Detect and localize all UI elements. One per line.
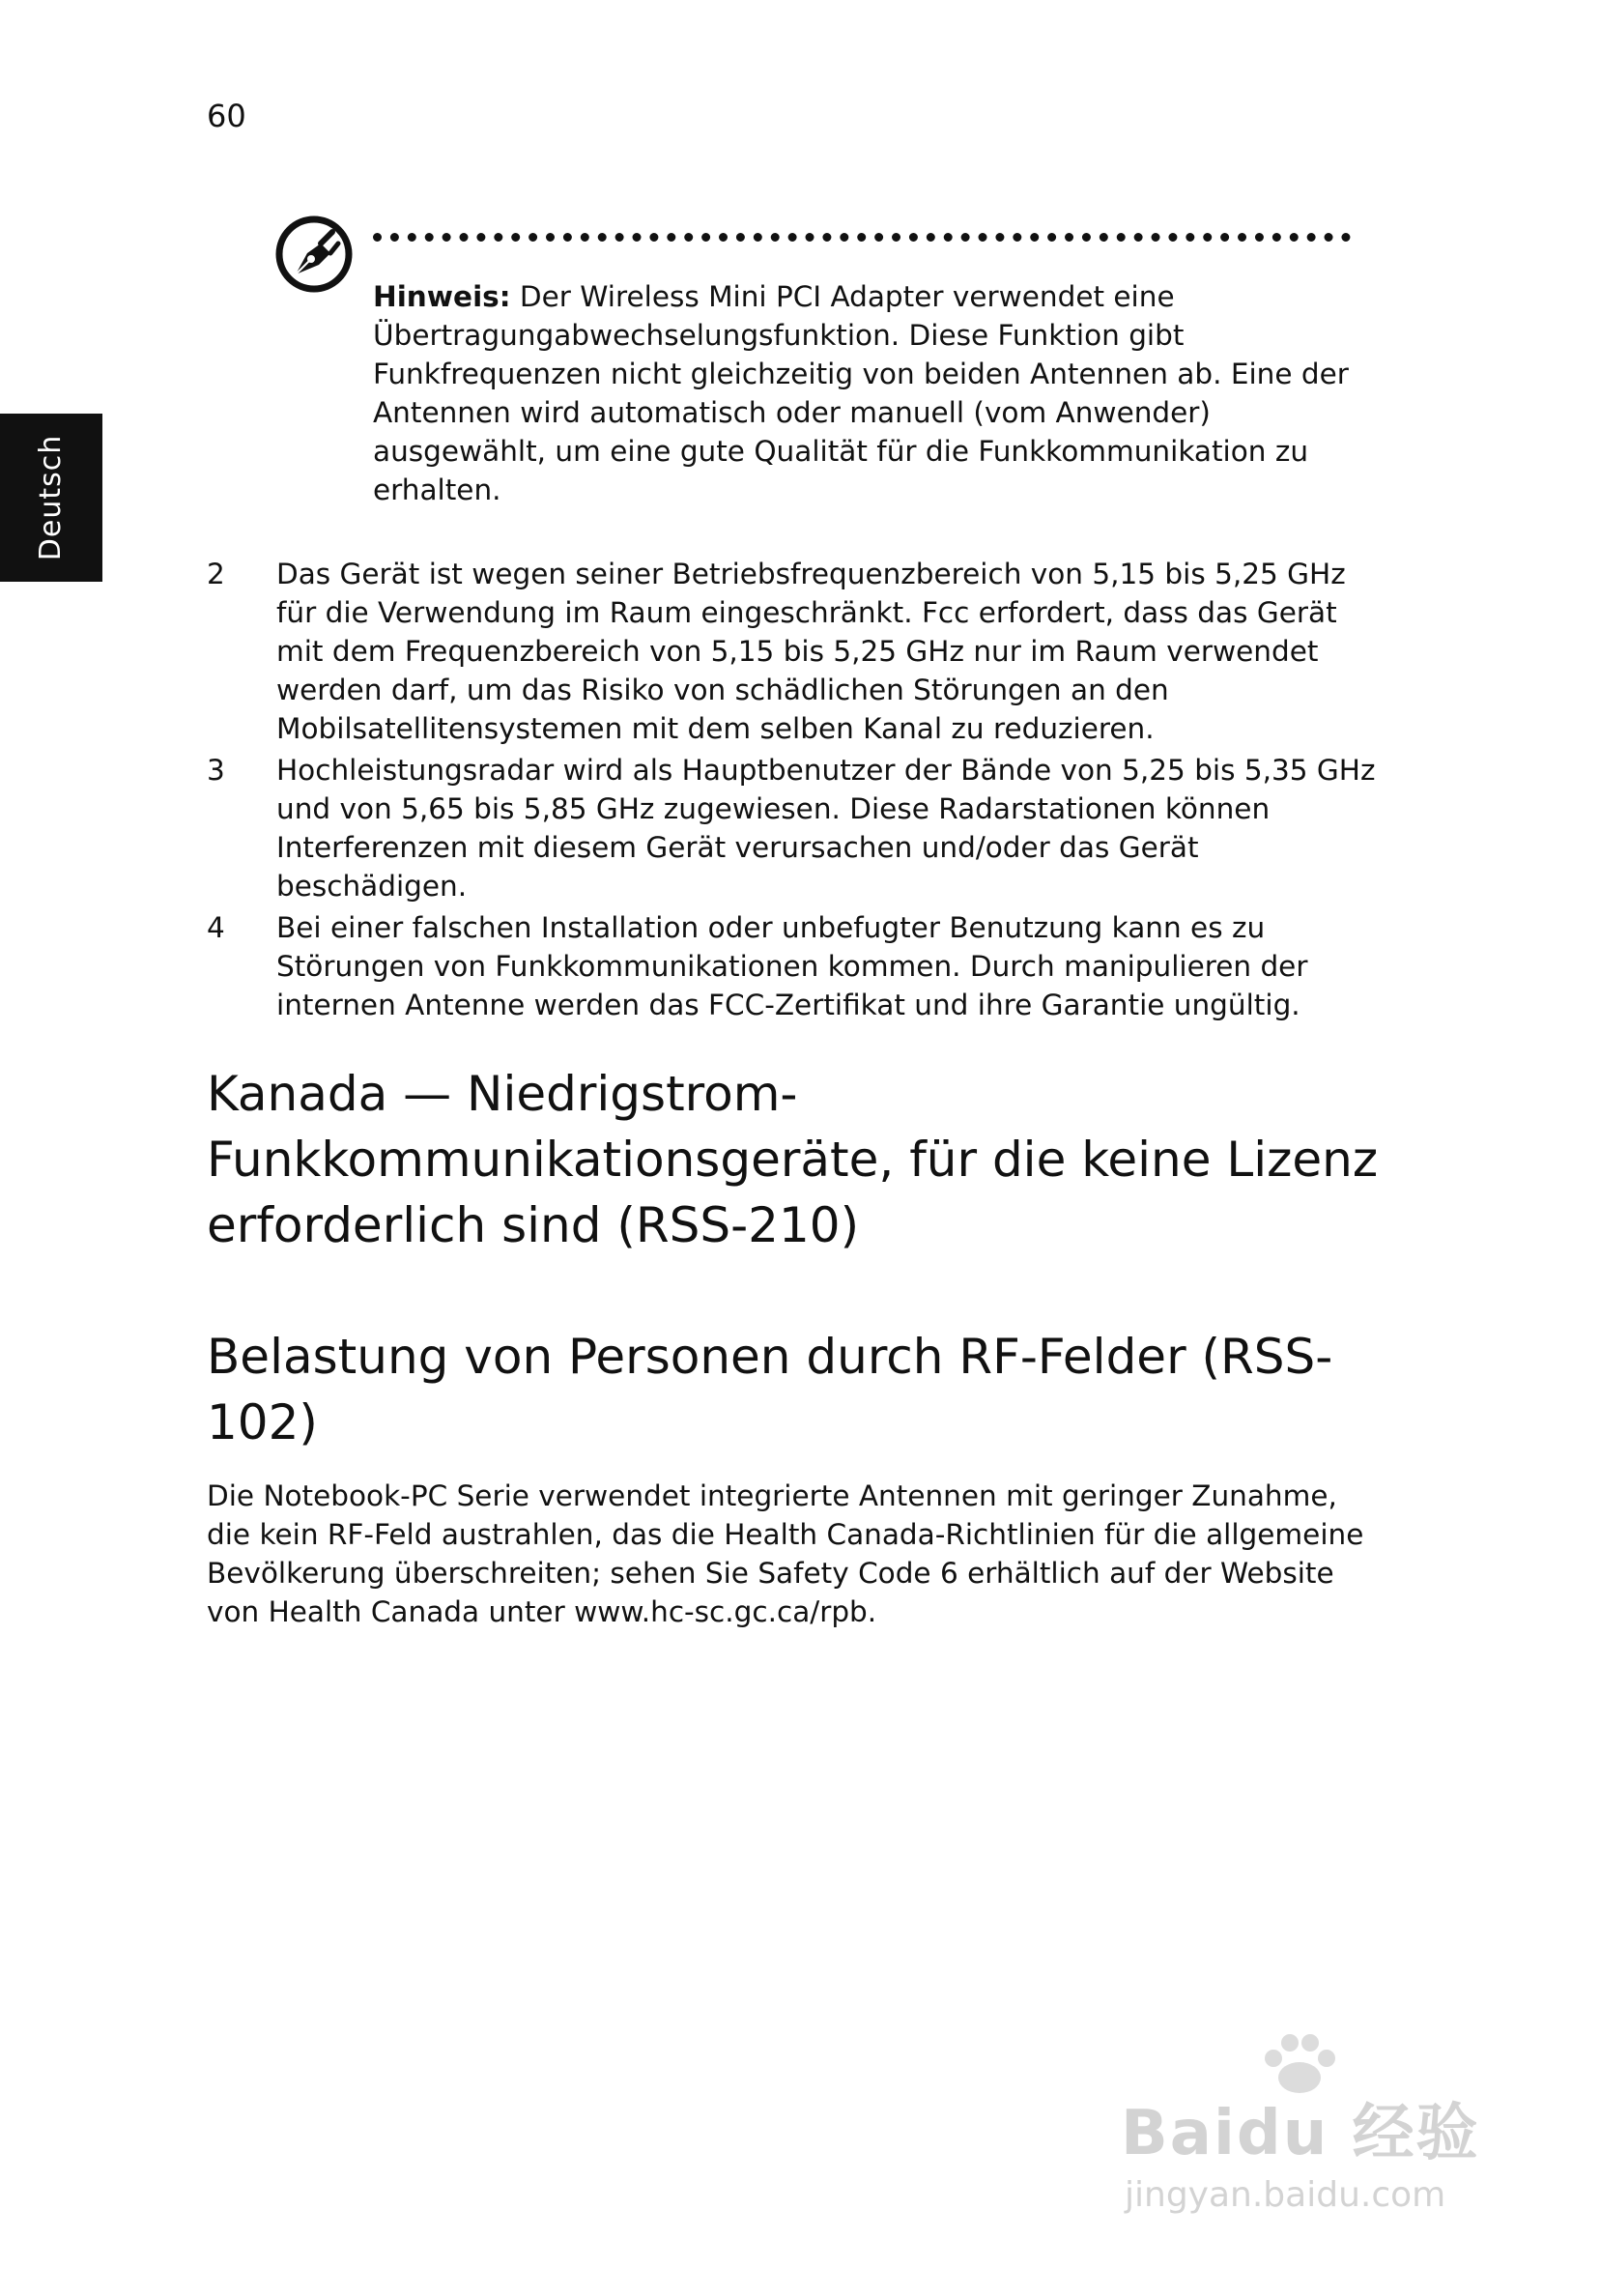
canada-rss210-heading: Kanada — Niedrigstrom-Funkkommunikationsgeräte, für die keine Lizenz erforderlich sind (RSS-210) xyxy=(207,1066,1379,1253)
watermark-brand: Baidu 经验 xyxy=(1121,2098,1480,2169)
list-item-number: 2 xyxy=(207,558,225,590)
list-item xyxy=(207,751,1376,905)
note-label: Hinweis: xyxy=(373,280,511,313)
list-item-text: Hochleistungsradar wird als Hauptbenutzer der Bände von 5,25 bis 5,35 GHz und von 5,65 bis 5,85 GHz zugewiesen. Diese Radarstationen können Interferenzen mit diesem Gerät verursachen und/oder das Gerät beschädigen. xyxy=(276,754,1376,903)
rf-exposure-paragraph: Die Notebook-PC Serie verwendet integrierte Antennen mit geringer Zunahme, die kein RF-Feld austrahlen, das die Health Canada-Richtlinien für die allgemeine Bevölkerung überschreiten; sehen Sie Safety Code 6 erhältlich auf der Website von Health Canada unter www.hc-sc.gc.ca/rpb. xyxy=(207,1479,1364,1628)
rf-exposure-heading: Belastung von Personen durch RF-Felder (RSS-102) xyxy=(207,1329,1333,1450)
watermark-url: jingyan.baidu.com xyxy=(1125,2175,1446,2215)
note-pen-icon xyxy=(274,215,354,294)
note-divider xyxy=(373,233,1351,242)
list-item-text: Bei einer falschen Installation oder unbefugter Benutzung kann es zu Störungen von Funkkommunikationen kommen. Durch manipulieren der internen Antenne werden das FCC-Zertifikat und ihre Garantie ungültig. xyxy=(276,911,1308,1021)
language-side-tab xyxy=(0,414,102,582)
list-item xyxy=(207,555,1376,748)
note-block xyxy=(373,277,1368,509)
paw-logo-icon xyxy=(1246,2029,1353,2097)
baidu-watermark xyxy=(1121,2029,1507,2223)
language-side-tab-label: Deutsch xyxy=(34,434,69,561)
list-item-number: 4 xyxy=(207,911,225,944)
page-number: 60 xyxy=(207,98,246,134)
list-item-text: Das Gerät ist wegen seiner Betriebsfrequenzbereich von 5,15 bis 5,25 GHz für die Verwendung im Raum eingeschränkt. Fcc erfordert, dass das Gerät mit dem Frequenzbereich von 5,15 bis 5,25 GHz nur im Raum verwendet werden darf, um das Risiko von schädlichen Störungen an den Mobilsatellitensystemen mit dem selben Kanal zu reduzieren. xyxy=(276,558,1346,745)
list-item-number: 3 xyxy=(207,754,225,787)
list-item xyxy=(207,908,1376,1024)
numbered-list xyxy=(207,555,1376,1027)
note-body: Der Wireless Mini PCI Adapter verwendet eine Übertragungabwechselungsfunktion. Diese Funktion gibt Funkfrequenzen nicht gleichzeitig von beiden Antennen ab. Eine der Antennen wird automatisch oder manuell (vom Anwender) ausgewählt, um eine gute Qualität für die Funkkommunikation zu erhalten. xyxy=(373,280,1349,506)
